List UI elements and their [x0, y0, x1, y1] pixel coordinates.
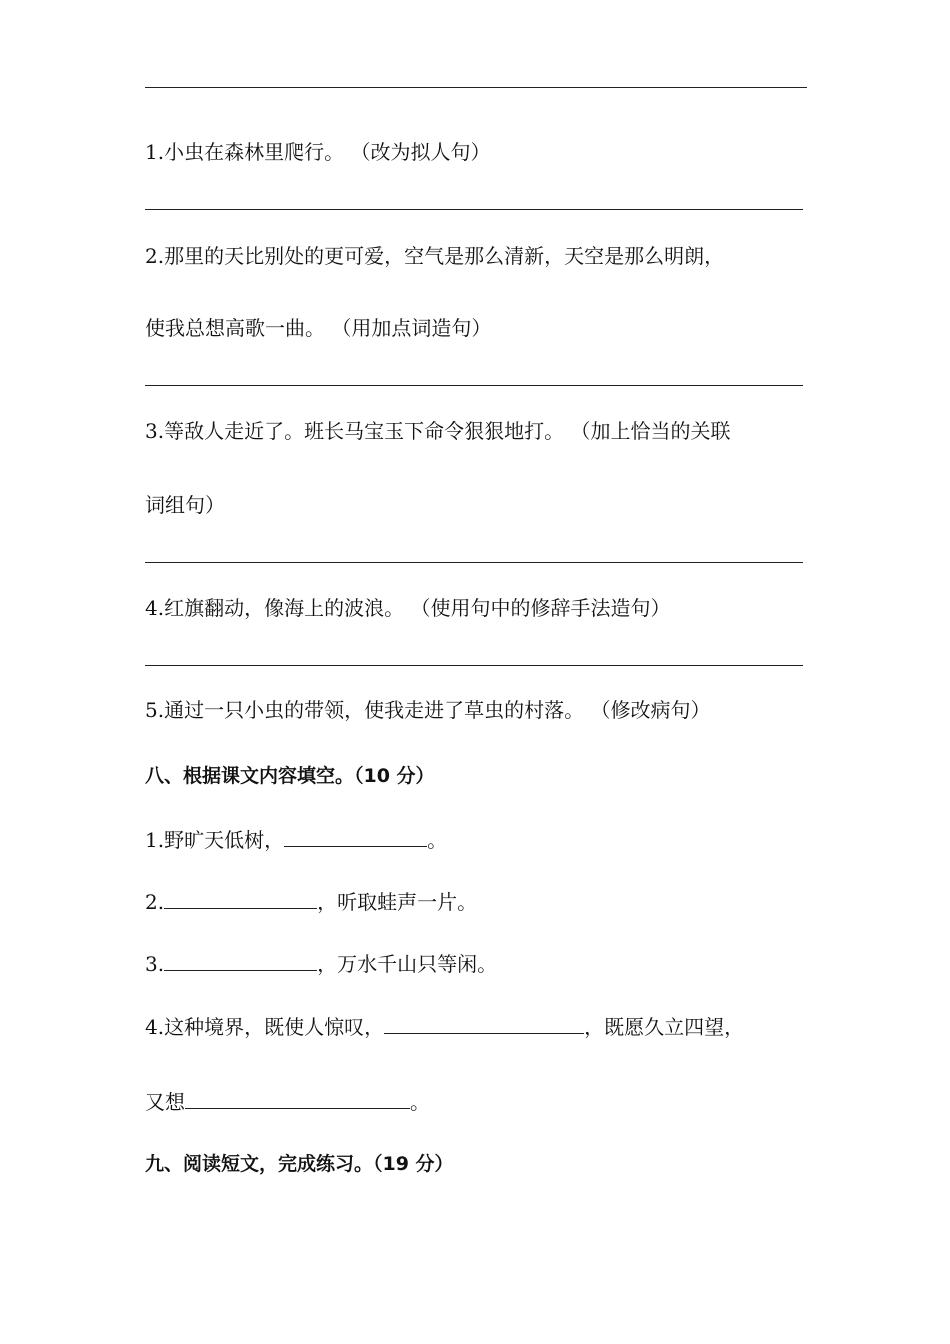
item-text: 这种境界，既使人惊叹，	[164, 1015, 385, 1039]
section-9-heading: 九、阅读短文，完成练习。（19 分）	[145, 1153, 454, 1175]
item-text: 那里的天比别处的更可爱，空气是那么清新，天空是那么明朗，	[164, 244, 725, 268]
fill-8-4-cont	[145, 1088, 430, 1115]
item-text: 等敌人走近了。班长马宝玉下命令狠狠地打。	[164, 419, 565, 443]
item-instruction: （用加点词造句）	[331, 316, 492, 340]
question-7-5	[145, 697, 710, 723]
question-7-4	[145, 595, 670, 621]
item-instruction: （改为拟人句）	[350, 140, 491, 164]
fill-8-3	[145, 950, 497, 977]
fill-blank[interactable]	[164, 888, 317, 909]
question-7-2	[145, 243, 724, 269]
question-7-3	[145, 418, 730, 444]
item-instruction: （使用句中的修辞手法造句）	[410, 596, 671, 620]
item-text: 又想	[145, 1090, 185, 1114]
answer-line-3[interactable]	[145, 562, 803, 563]
item-text-cont: 使我总想高歌一曲。	[145, 316, 325, 340]
fill-8-4	[145, 1013, 744, 1040]
answer-line-2[interactable]	[145, 385, 803, 386]
item-number: 1.	[145, 140, 165, 164]
item-instruction: （加上恰当的关联	[570, 419, 731, 443]
item-text-after: ，既愿久立四望，	[584, 1015, 745, 1039]
fill-blank[interactable]	[284, 826, 427, 847]
item-text: 通过一只小虫的带领，使我走进了草虫的村落。	[164, 698, 585, 722]
question-7-2-cont	[145, 315, 491, 341]
section-8-heading: 八、根据课文内容填空。（10 分）	[145, 765, 435, 787]
item-number: 3.	[145, 419, 165, 443]
item-number: 4.	[145, 1015, 165, 1039]
question-7-3-cont	[145, 492, 225, 518]
item-text: 红旗翻动，像海上的波浪。	[164, 596, 405, 620]
answer-line-4[interactable]	[145, 665, 803, 666]
item-text: 小虫在森林里爬行。	[164, 140, 345, 164]
item-instruction-cont: 词组句）	[145, 493, 225, 517]
top-divider	[145, 87, 807, 88]
item-number: 4.	[145, 596, 165, 620]
fill-blank[interactable]	[185, 1088, 410, 1109]
item-text-after: ，万水千山只等闲。	[317, 952, 498, 976]
item-text-after: 。	[427, 828, 448, 852]
item-number: 3.	[145, 952, 165, 976]
fill-blank[interactable]	[384, 1013, 584, 1034]
item-number: 2.	[145, 890, 165, 914]
item-text-after: ，听取蛙声一片。	[317, 890, 478, 914]
fill-8-1	[145, 826, 447, 853]
item-number: 2.	[145, 244, 165, 268]
fill-8-2	[145, 888, 477, 915]
answer-line-1[interactable]	[145, 209, 803, 210]
item-number: 1.	[145, 828, 165, 852]
item-text-after: 。	[410, 1090, 430, 1114]
item-text: 野旷天低树，	[164, 828, 285, 852]
question-7-1	[145, 139, 490, 165]
item-number: 5.	[145, 698, 165, 722]
fill-blank[interactable]	[164, 950, 317, 971]
item-instruction: （修改病句）	[590, 698, 711, 722]
